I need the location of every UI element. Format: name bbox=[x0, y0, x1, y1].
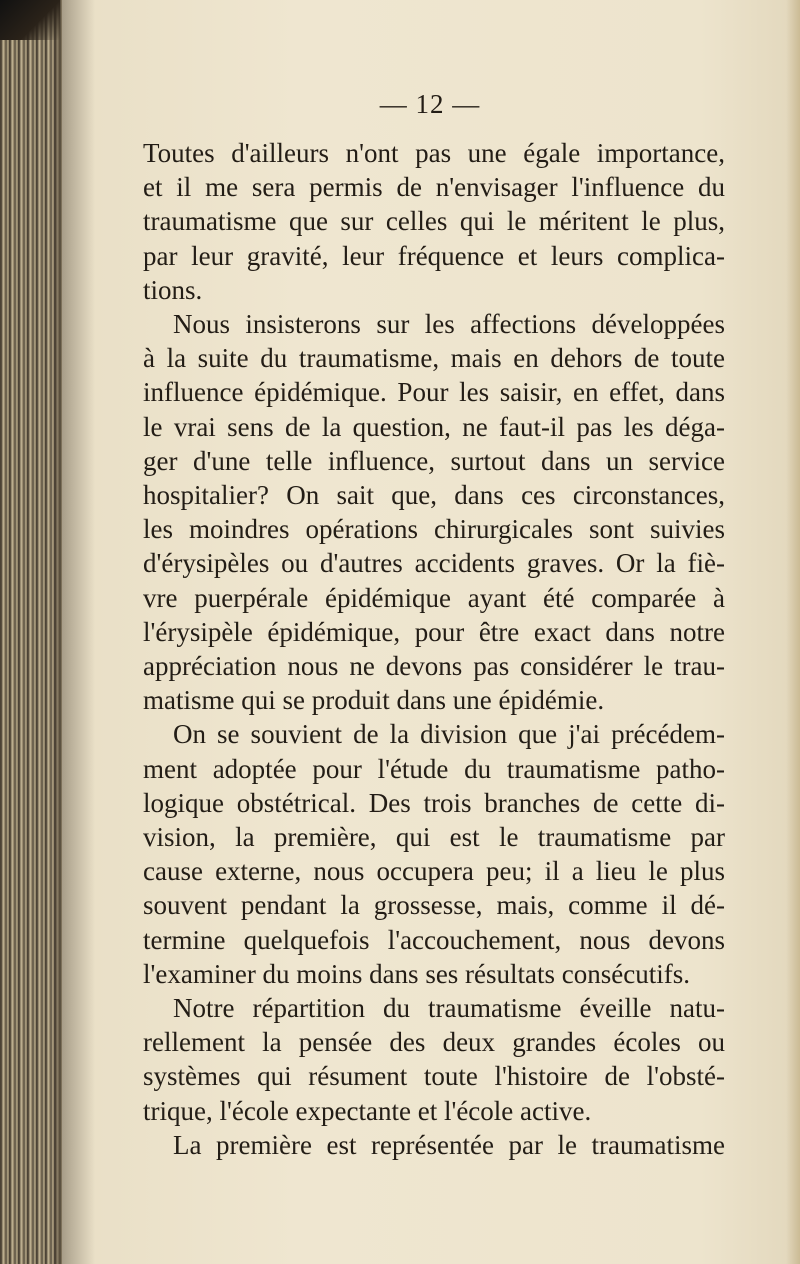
text-line: hospitalier? On sait que, dans ces circonstances, bbox=[143, 480, 725, 511]
page-edge bbox=[786, 0, 800, 1264]
text-line: à la suite du traumatisme, mais en dehors de toute bbox=[143, 343, 725, 374]
text-line: par leur gravité, leur fréquence et leurs complica- bbox=[143, 240, 725, 271]
book-binding bbox=[0, 0, 62, 1264]
text-line: Notre répartition du traumatisme éveille natu- bbox=[173, 993, 725, 1024]
text-line: les moindres opérations chirurgicales sont suivies bbox=[143, 514, 725, 545]
text-line: tions. bbox=[143, 274, 203, 305]
body-text bbox=[143, 136, 725, 1162]
text-line: Nous insisterons sur les affections développées bbox=[173, 309, 725, 340]
text-line: influence épidémique. Pour les saisir, en effet, dans bbox=[143, 377, 725, 408]
text-line: termine quelquefois l'accouchement, nous devons bbox=[143, 924, 725, 955]
text-line: l'examiner du moins dans ses résultats consécutifs. bbox=[143, 958, 691, 989]
page-number: — 12 — bbox=[379, 89, 481, 119]
text-line: systèmes qui résument toute l'histoire de l'obsté- bbox=[143, 1061, 725, 1092]
text-line: rellement la pensée des deux grandes écoles ou bbox=[143, 1027, 725, 1058]
text-line: traumatisme que sur celles qui le méritent le plus, bbox=[143, 206, 725, 237]
text-line: d'érysipèles ou d'autres accidents graves. Or la fiè- bbox=[143, 548, 725, 579]
text-line: On se souvient de la division que j'ai précédem- bbox=[173, 719, 725, 750]
text-line: l'érysipèle épidémique, pour être exact dans notre bbox=[143, 616, 725, 647]
text-line: vre puerpérale épidémique ayant été comparée à bbox=[143, 582, 725, 613]
text-line: vision, la première, qui est le traumatisme par bbox=[143, 822, 725, 853]
text-line: logique obstétrical. Des trois branches de cette di- bbox=[143, 787, 725, 818]
text-line: matisme qui se produit dans une épidémie. bbox=[143, 685, 605, 716]
text-line: appréciation nous ne devons pas considérer le trau- bbox=[143, 651, 725, 682]
gutter-shadow bbox=[55, 0, 95, 1264]
text-line: cause externe, nous occupera peu; il a lieu le plus bbox=[143, 856, 725, 887]
text-line: et il me sera permis de n'envisager l'influence du bbox=[143, 172, 725, 203]
text-line: trique, l'école expectante et l'école active. bbox=[143, 1095, 592, 1126]
text-line: Toutes d'ailleurs n'ont pas une égale importance, bbox=[143, 138, 725, 168]
text-line: souvent pendant la grossesse, mais, comme il dé- bbox=[143, 890, 725, 921]
text-line: La première est représentée par le traumatisme bbox=[173, 1129, 725, 1160]
text-line: ger d'une telle influence, surtout dans un service bbox=[143, 445, 725, 476]
text-line: le vrai sens de la question, ne faut-il pas les déga- bbox=[143, 411, 725, 442]
text-line: ment adoptée pour l'étude du traumatisme patho- bbox=[143, 753, 725, 784]
page-corner-shadow bbox=[0, 0, 60, 40]
